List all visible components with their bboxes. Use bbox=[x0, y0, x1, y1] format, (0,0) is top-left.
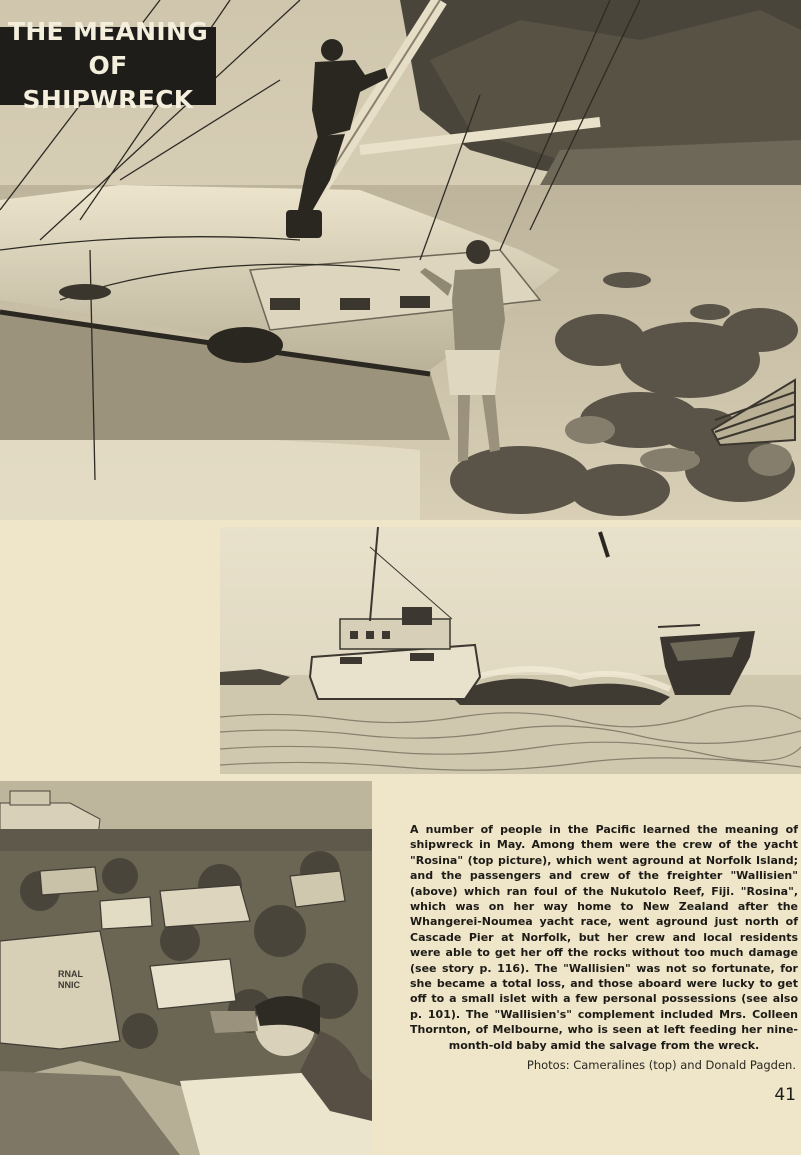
bottom-photo-survivor-with-baby bbox=[0, 781, 372, 1155]
box-print-line-1: RNAL bbox=[58, 969, 83, 979]
photo-credits: Photos: Cameralines (top) and Donald Pagden. bbox=[526, 1058, 796, 1072]
page-number: 41 bbox=[774, 1085, 796, 1105]
article-caption: A number of people in the Pacific learned the meaning of shipwreck in May. Among them were the crew of the yacht "Rosina" (top picture), which went aground at Norfolk Island; and the passengers and crew of the freighter "Wallisien" (above) which ran foul of the Nukutolo Reef, Fiji. "Rosina", which was on her way home to New Zealand after the Whangerei-Noumea yacht race, went aground just north of Cascade Pier at Norfolk, but her crew and local residents were able to get her off the rocks without too much damage (see story p. 116). The "Wallisien" was not so fortunate, for she became a total loss, and those aboard were lucky to get off to a small islet with a few personal possessions (see also p. 101). The "Wallisien's" complement included Mrs. Colleen Thornton, of Melbourne, who is seen at left feeding her nine-month-old baby amid the salvage from the wreck. bbox=[410, 823, 798, 1052]
middle-photo-freighter-on-reef bbox=[220, 527, 801, 774]
article-title bbox=[0, 17, 216, 114]
title-line-1: THE MEANING OF bbox=[7, 17, 209, 80]
title-line-2: SHIPWRECK bbox=[22, 85, 194, 114]
box-print-line-2: NNIC bbox=[58, 980, 80, 990]
